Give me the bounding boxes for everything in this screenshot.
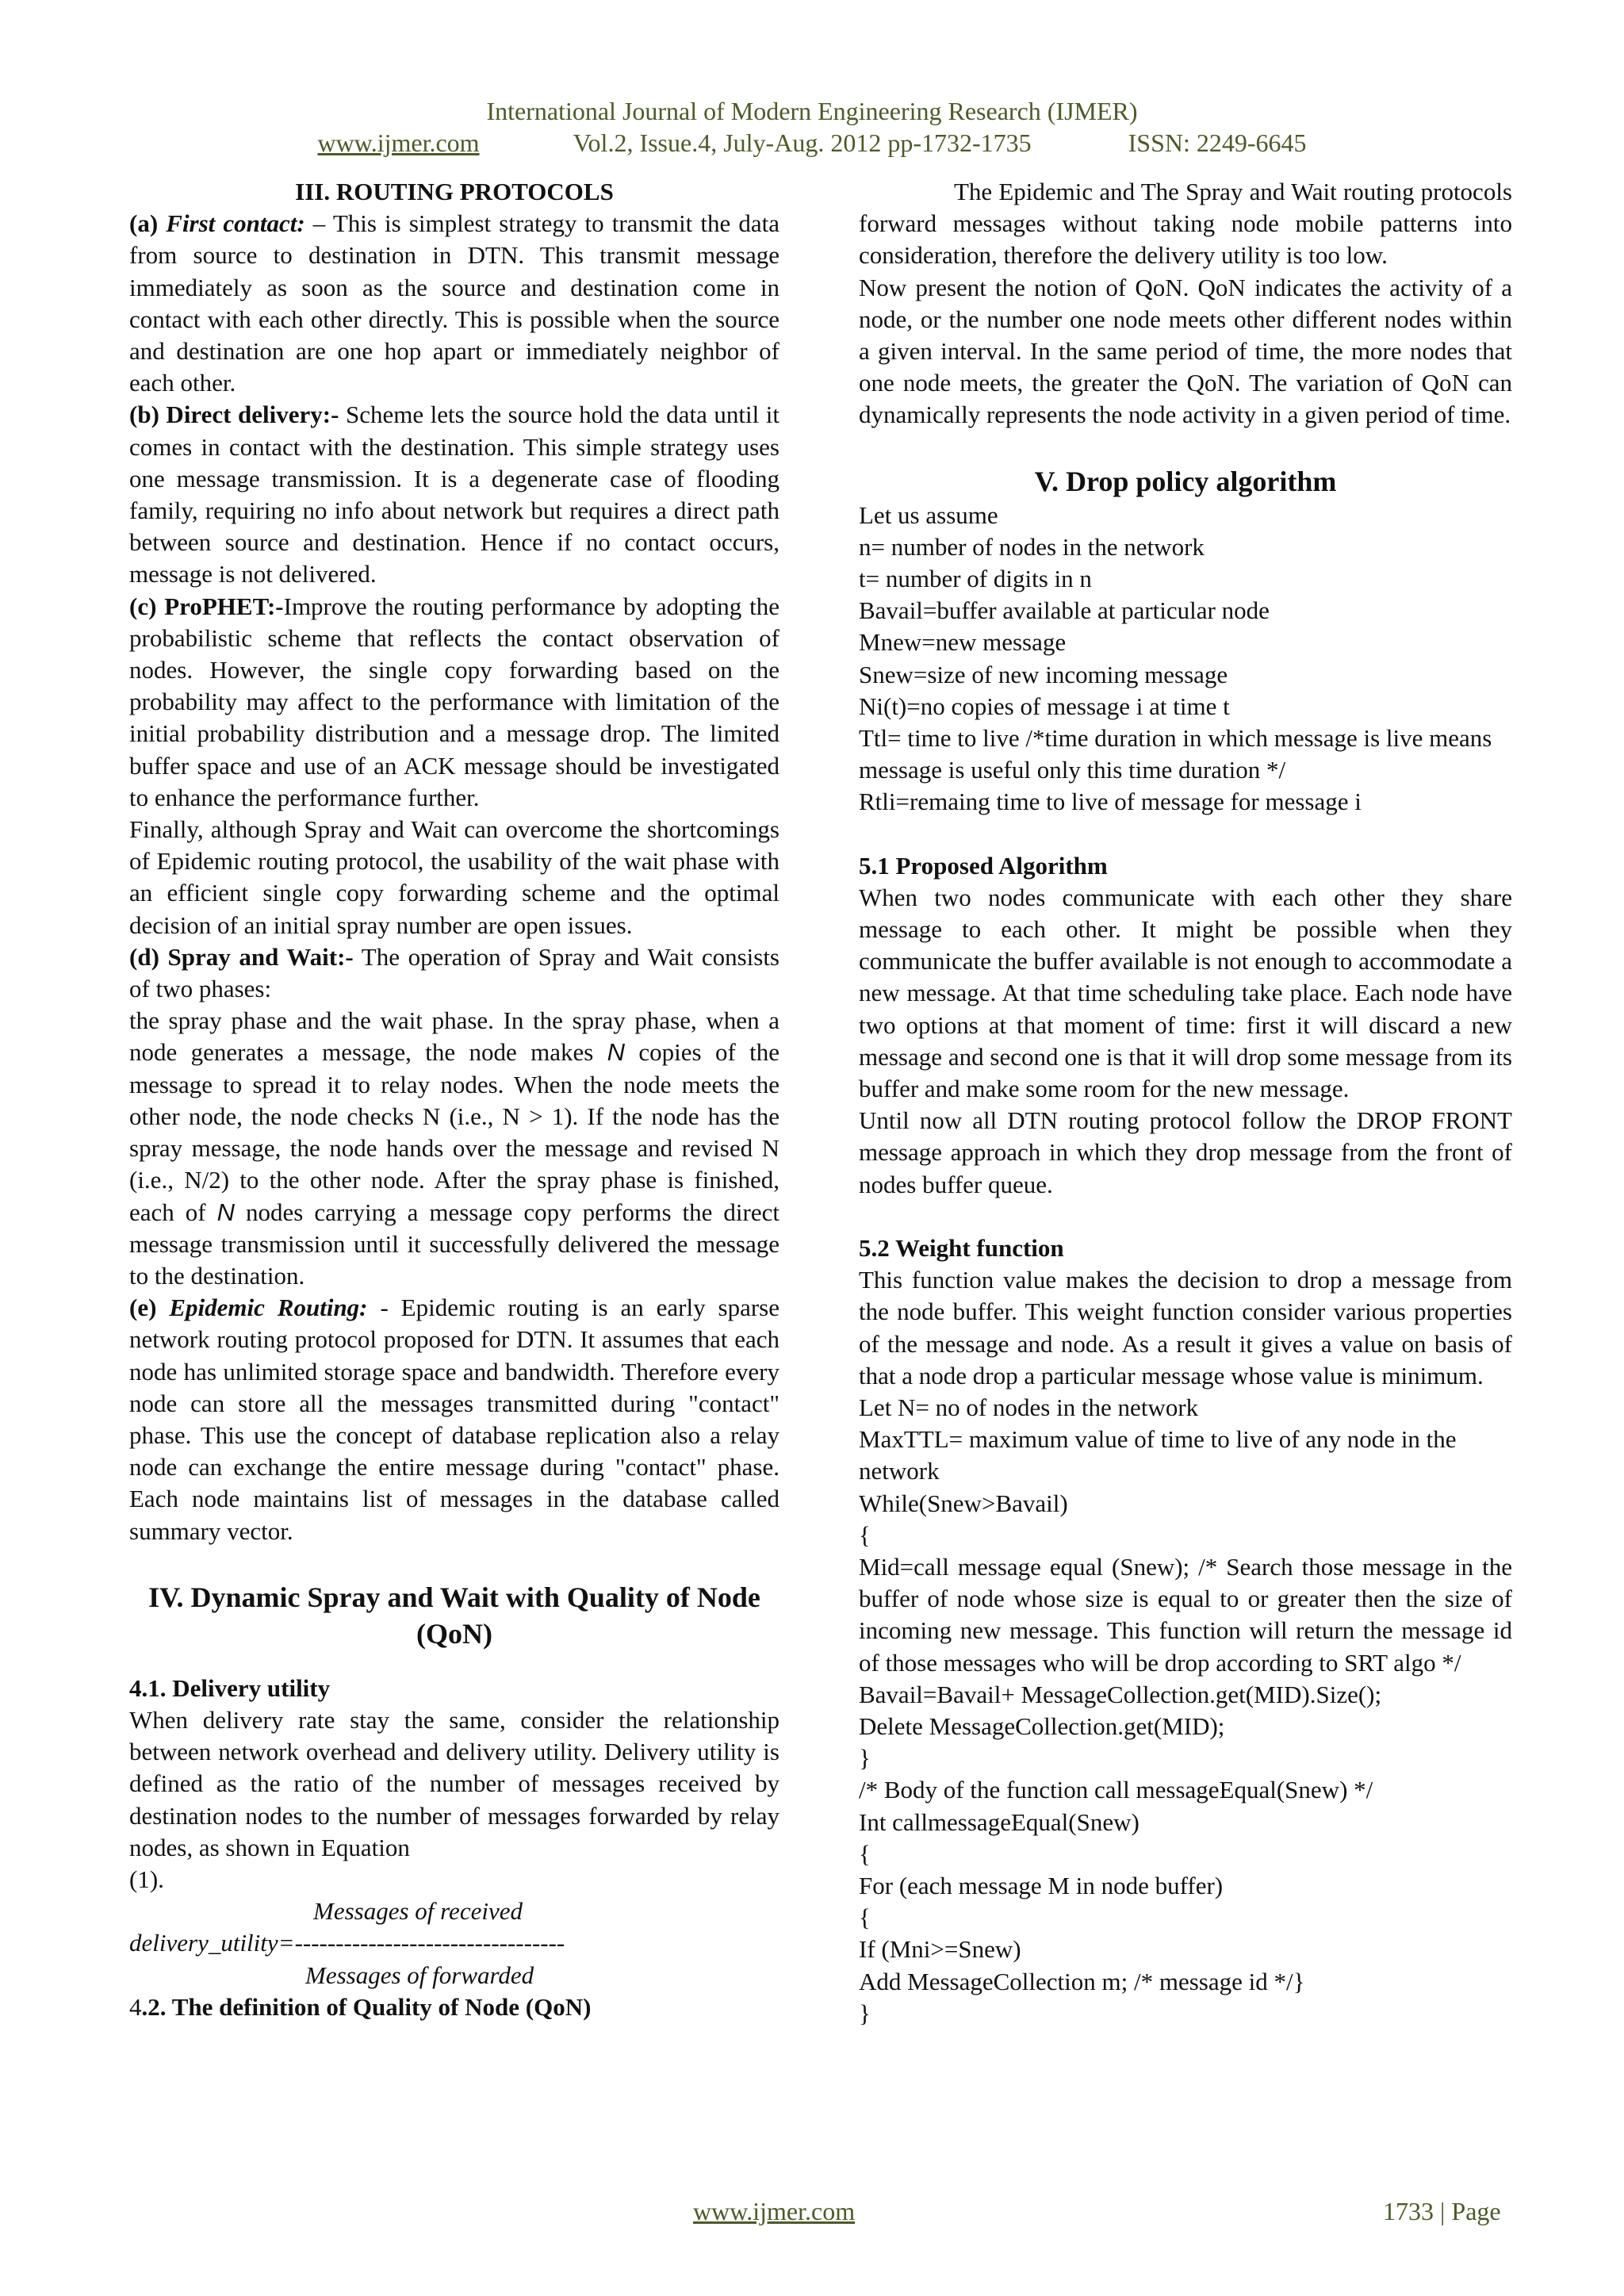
footer-site-link[interactable]: www.ijmer.com xyxy=(693,2197,856,2225)
code-brace-open-3: { xyxy=(859,1903,871,1932)
code-brace-close-1: } xyxy=(859,1744,871,1773)
assumption-item: Snew=size of new incoming message xyxy=(859,660,1228,688)
subsection-4-1-title: 4.1. Delivery utility xyxy=(129,1673,331,1702)
spray-phase-text-2: copies of the message to spread it to relay nodes. When the node meets the other node, the node checks N (i.e., N > 1). If the node has the spray message, the node hands over the message and revised N (i.e., N/2) to the other node. After the spray phase is finished, each of xyxy=(129,1038,780,1226)
epidemic-spray-paragraph: The Epidemic and The Spray and Wait routing protocols forward messages without taking node mobile patterns into consideration, therefore the delivery utility is too low. xyxy=(859,178,1512,270)
first-contact-paragraph xyxy=(129,208,779,399)
weight-function-paragraph: This function value makes the decision to drop a message from the node buffer. This weight function consider various properties of the message and node. As a result it gives a value on basis of that a node drop a particular message whose value is minimum. xyxy=(859,1266,1512,1389)
spray-n-symbol-1: N xyxy=(607,1038,626,1067)
code-comment-line: /* Body of the function call messageEqual(Snew) */ xyxy=(859,1776,1373,1804)
qon-paragraph: Now present the notion of QoN. QoN indicates the activity of a node, or the number one node meets other different nodes within a given interval. In the same period of time, the more nodes that one node meets, the greater the QoN. The variation of QoN can dynamically represents the node activity in a given period of time. xyxy=(859,273,1512,429)
spray-n-symbol-2: N xyxy=(216,1198,235,1226)
prophet-heading: (c) ProPHET:- xyxy=(129,592,284,620)
direct-delivery-paragraph xyxy=(129,399,779,590)
let-n-line: Let N= no of nodes in the network xyxy=(859,1393,1199,1421)
section-4-title: IV. Dynamic Spray and Wait with Quality of Node (QoN) xyxy=(148,1581,760,1650)
section-3-title: III. ROUTING PROTOCOLS xyxy=(295,178,614,205)
subsection-4-2-title xyxy=(129,1991,779,2023)
drop-front-paragraph: Until now all DTN routing protocol follow the DROP FRONT message approach in which they drop message from the front of nodes buffer queue. xyxy=(859,1106,1512,1198)
code-if-line: If (Mni>=Snew) xyxy=(859,1935,1021,1964)
code-for-line: For (each message M in node buffer) xyxy=(859,1871,1224,1899)
first-contact-label: (a) xyxy=(129,209,159,238)
subsection-4-2-text: .2. The definition of Quality of Node (QoN) xyxy=(141,1992,592,2021)
section-5-title: V. Drop policy algorithm xyxy=(1034,465,1337,497)
code-add-line: Add MessageCollection m; /* message id */} xyxy=(859,1967,1305,1995)
equation-reference: (1). xyxy=(129,1865,164,1893)
subsection-5-1-title: 5.1 Proposed Algorithm xyxy=(859,851,1108,880)
rtli-definition: Rtli=remaing time to live of message for message i xyxy=(859,788,1362,816)
right-column xyxy=(859,176,1512,2030)
subsection-4-2-prefix: 4 xyxy=(129,1992,142,2021)
ttl-definition: Ttl= time to live /*time duration in which message is live means message is useful only this time duration */ xyxy=(859,724,1492,784)
epidemic-text: - Epidemic routing is an early sparse network routing protocol proposed for DTN. It assumes that each node has unlimited storage space and bandwidth. Therefore every node can store all the messages transmitted during "contact" phase. This use the concept of database replication also a relay node can exchange the entire message during "contact" phase. Each node maintains list of messages in the database called summary vector. xyxy=(129,1294,780,1545)
journal-volume: Vol.2, Issue.4, July-Aug. 2012 pp-1732-1735 xyxy=(573,128,1032,157)
epidemic-label: (e) xyxy=(129,1294,157,1322)
equation-denominator: Messages of forwarded xyxy=(305,1961,534,1989)
assumption-item: Ni(t)=no copies of message i at time t xyxy=(859,692,1230,720)
code-delete-line: Delete MessageCollection.get(MID); xyxy=(859,1711,1225,1740)
direct-delivery-heading: (b) Direct delivery:- xyxy=(129,401,339,429)
equation-lhs-text: delivery_utility=--------------------------------- xyxy=(129,1929,565,1957)
spray-wait-paragraph xyxy=(129,941,779,1005)
spray-phase-text-1: the spray phase and the wait phase. In the spray phase, when a node generates a message, the node makes xyxy=(129,1006,779,1067)
epidemic-term: Epidemic Routing: xyxy=(169,1294,368,1322)
code-brace-open-2: { xyxy=(859,1839,871,1868)
spray-wait-text: The operation of Spray and Wait consists of two phases: xyxy=(129,942,779,1003)
left-column xyxy=(129,176,779,2023)
journal-info-line xyxy=(0,127,1624,159)
finally-paragraph: Finally, although Spray and Wait can overcome the shortcomings of Epidemic routing protocol, the usability of the wait phase with an efficient single copy forwarding scheme and the optimal decision of an initial spray number are open issues. xyxy=(129,815,779,939)
assumption-list xyxy=(859,500,1512,723)
code-mid-line: Mid=call message equal (Snew); /* Search those message in the buffer of node whose size is equal to or greater then the size of incoming new message. This function will return the message id of those messages who will be drop according to SRT algo */ xyxy=(859,1552,1512,1677)
code-brace-open-1: { xyxy=(859,1520,871,1549)
assumption-item: n= number of nodes in the network xyxy=(859,532,1205,561)
prophet-paragraph xyxy=(129,591,779,814)
maxttl-line: MaxTTL= maximum value of time to live of any node in the network xyxy=(859,1425,1457,1485)
spray-wait-heading: (d) Spray and Wait:- xyxy=(129,942,354,971)
equation-lhs xyxy=(129,1927,779,1959)
code-bavail-line: Bavail=Bavail+ MessageCollection.get(MID).Size(); xyxy=(859,1680,1382,1708)
code-brace-close-2: } xyxy=(859,1999,871,2027)
spray-phase-text-3: nodes carrying a message copy performs the direct message transmission until it successfully delivered the message to the destination. xyxy=(129,1198,779,1290)
delivery-utility-paragraph: When delivery rate stay the same, consider the relationship between network overhead and delivery utility. Delivery utility is defined as the ratio of the number of messages received by destination nodes to the number of messages forwarded by relay nodes, as shown in Equation xyxy=(129,1705,779,1861)
proposed-algorithm-paragraph: When two nodes communicate with each other they share message to each other. It might be possible when they communicate the buffer available is not enough to accommodate a new message. At that time scheduling take place. Each node have two options at that moment of time: first it will discard a new message and second one is that it will drop some message from its buffer and make some room for the new message. xyxy=(859,883,1512,1103)
direct-delivery-text: Scheme lets the source hold the data until it comes in contact with the destination. This simple strategy uses one message transmission. It is a degenerate case of flooding family, requiring no info about network but requires a direct path between source and destination. Hence if no contact occurs, message is not delivered. xyxy=(129,401,779,588)
equation-numerator: Messages of received xyxy=(313,1897,523,1926)
spray-phase-paragraph xyxy=(129,1005,779,1292)
prophet-text: Improve the routing performance by adopting the probabilistic scheme that reflects the contact observation of nodes. However, the single copy forwarding based on the probability may affect to the performance with limitation of the initial probability distribution and a message drop. The limited buffer space and use of an ACK message should be investigated to enhance the performance further. xyxy=(129,592,779,811)
code-while-line: While(Snew>Bavail) xyxy=(859,1489,1068,1517)
subsection-5-2-title: 5.2 Weight function xyxy=(859,1233,1064,1262)
page-number: 1733 | Page xyxy=(1383,2197,1501,2225)
journal-site-link[interactable]: www.ijmer.com xyxy=(317,128,480,157)
assumption-item: Bavail=buffer available at particular node xyxy=(859,596,1270,625)
journal-issn: ISSN: 2249-6645 xyxy=(1128,128,1307,157)
assume-intro: Let us assume xyxy=(859,500,998,529)
first-contact-term: First contact: xyxy=(166,209,305,238)
assumption-item: Mnew=new message xyxy=(859,628,1067,657)
epidemic-paragraph xyxy=(129,1292,779,1547)
code-function-line: Int callmessageEqual(Snew) xyxy=(859,1807,1139,1836)
assumption-item: t= number of digits in n xyxy=(859,565,1092,593)
journal-title: International Journal of Modern Engineering Research (IJMER) xyxy=(486,97,1138,125)
first-contact-text: – This is simplest strategy to transmit the data from source to destination in DTN. This transmit message immediately as soon as the source and destination come in contact with each other directly. This is possible when the source and destination are one hop apart or immediately neighbor of each other. xyxy=(129,209,779,397)
